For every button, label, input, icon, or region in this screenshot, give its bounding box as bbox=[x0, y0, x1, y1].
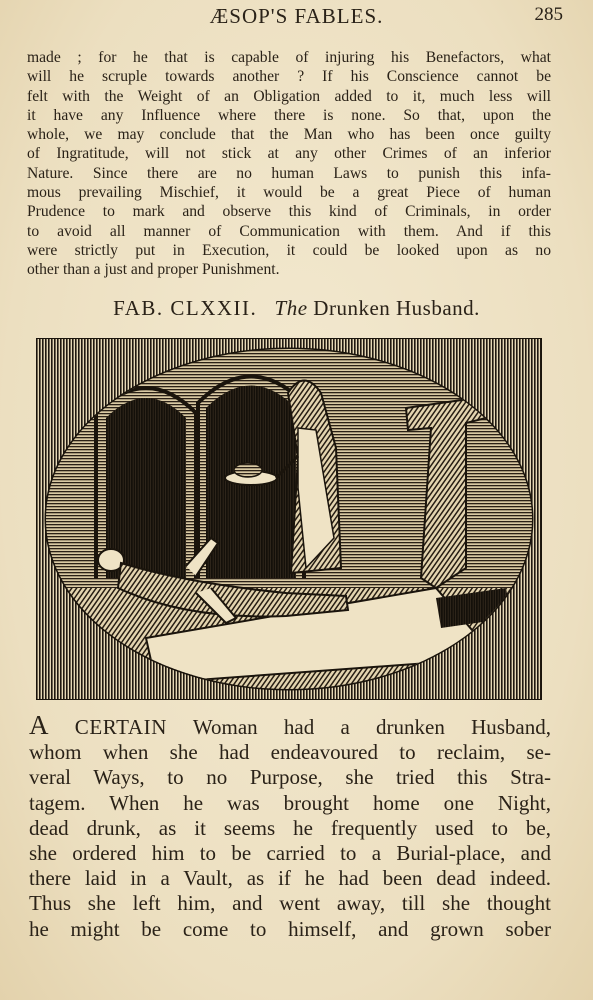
fable-title-article: The bbox=[274, 296, 308, 320]
drop-cap: A bbox=[29, 710, 49, 740]
intro-line: it have any Influence where there is none. So that, upon the bbox=[27, 106, 551, 124]
fable-body bbox=[29, 710, 552, 942]
body-line: Thus she left him, and went away, till she thought bbox=[29, 891, 551, 916]
fable-title: Drunken Husband. bbox=[313, 296, 480, 320]
intro-line: made ; for he that is capable of injuring his Benefactors, what bbox=[27, 49, 551, 66]
intro-line: will he scruple towards another ? If his Conscience cannot be bbox=[27, 68, 551, 86]
body-line: he might be come to himself, and grown sober bbox=[29, 916, 551, 941]
first-line-rest: Woman had a drunken Husband, bbox=[192, 715, 552, 739]
page-number: 285 bbox=[534, 4, 563, 25]
intro-line: other than a just and proper Punishment. bbox=[27, 261, 280, 279]
first-word-caps: CERTAIN bbox=[74, 715, 168, 739]
woodcut-illustration bbox=[36, 338, 542, 700]
intro-line: mous prevailing Mischief, it would be a great Piece of human bbox=[27, 184, 551, 202]
running-title: ÆSOP'S FABLES. bbox=[209, 4, 384, 28]
page-header bbox=[0, 4, 593, 30]
body-line: dead drunk, as it seems he frequently used to be, bbox=[29, 815, 551, 840]
intro-line: Prudence to mark and observe this kind of Criminals, in order bbox=[27, 203, 551, 221]
body-line: there laid in a Vault, as if he had been dead indeed. bbox=[29, 866, 551, 891]
intro-line: to avoid all manner of Communication with them. And if this bbox=[27, 222, 551, 240]
intro-line: of Ingratitude, will not stick at any other Crimes of an inferior bbox=[27, 145, 551, 163]
intro-line: Nature. Since there are no human Laws to punish this infa- bbox=[27, 164, 551, 182]
intro-line: whole, we may conclude that the Man who has been once guilty bbox=[27, 126, 551, 144]
body-line: veral Ways, to no Purpose, she tried this Stra- bbox=[29, 765, 551, 790]
intro-line: were strictly put in Execution, it could be looked upon as no bbox=[27, 241, 551, 259]
fable-heading bbox=[0, 296, 593, 321]
intro-line: felt with the Weight of an Obligation added to it, much less will bbox=[27, 87, 551, 105]
body-line: tagem. When he was brought home one Night, bbox=[29, 790, 551, 815]
fable-number: FAB. CLXXII. bbox=[113, 296, 258, 320]
intro-paragraph bbox=[27, 48, 551, 280]
body-line-first bbox=[29, 710, 552, 740]
body-line: whom when she had endeavoured to reclaim, se- bbox=[29, 740, 551, 765]
body-line: she ordered him to be carried to a Burial-place, and bbox=[29, 841, 551, 866]
